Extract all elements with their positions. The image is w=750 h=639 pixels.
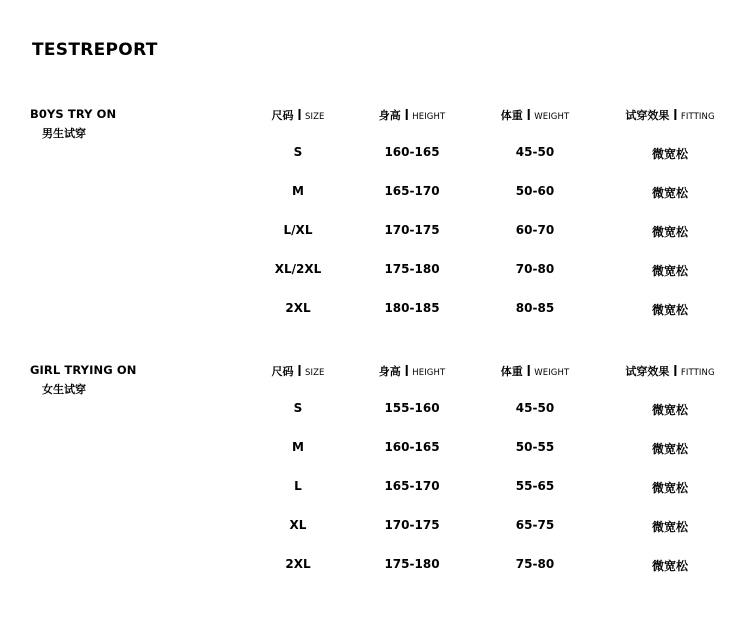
cell-size: M: [292, 440, 304, 454]
section-label-cn: 男生试穿: [42, 127, 86, 140]
cell-fitting: 微宽松: [651, 186, 689, 200]
header-weight-cn: 体重: [500, 109, 523, 122]
section-label: [30, 363, 190, 397]
section-label-cn: 女生试穿: [42, 383, 86, 396]
cell-weight: 60-70: [515, 223, 555, 237]
cell-height: 160-165: [384, 440, 440, 454]
cell-size: S: [293, 401, 303, 415]
header-size-cn: 尺码: [271, 109, 294, 122]
header-size-en: SIZE: [305, 112, 325, 122]
cell-weight: 55-65: [515, 479, 555, 493]
header-divider: [299, 109, 301, 120]
cell-weight: 80-85: [515, 301, 555, 315]
cell-size: M: [292, 184, 304, 198]
cell-weight: 45-50: [515, 401, 555, 415]
header-size-en: SIZE: [305, 368, 325, 378]
cell-size: L/XL: [283, 223, 313, 237]
cell-weight: 75-80: [515, 557, 555, 571]
header-size-cn: 尺码: [271, 365, 294, 378]
header-divider: [674, 109, 676, 120]
cell-size: S: [293, 145, 303, 159]
cell-fitting: 微宽松: [651, 225, 689, 239]
cell-fitting: 微宽松: [651, 559, 689, 573]
header-size: [272, 107, 325, 123]
header-divider: [406, 109, 408, 120]
header-fitting: [625, 363, 714, 379]
header-size: [272, 363, 325, 379]
header-weight-cn: 体重: [500, 365, 523, 378]
header-fitting-en: FITTING: [680, 112, 715, 122]
header-weight: [501, 363, 570, 379]
cell-height: 175-180: [384, 557, 440, 571]
header-divider: [674, 365, 676, 376]
header-fitting-cn: 试穿效果: [625, 365, 670, 378]
cell-height: 165-170: [384, 184, 440, 198]
cell-fitting: 微宽松: [651, 303, 689, 317]
header-divider: [299, 365, 301, 376]
cell-fitting: 微宽松: [651, 481, 689, 495]
cell-height: 160-165: [384, 145, 440, 159]
header-height-cn: 身高: [378, 365, 401, 378]
header-height: [379, 107, 446, 123]
cell-height: 170-175: [384, 518, 440, 532]
header-weight-en: WEIGHT: [534, 368, 570, 378]
header-height-cn: 身高: [378, 109, 401, 122]
cell-fitting: 微宽松: [651, 147, 689, 161]
header-weight-en: WEIGHT: [534, 112, 570, 122]
section-label-en: B0YS TRY ON: [30, 107, 117, 121]
header-divider: [528, 109, 530, 120]
cell-fitting: 微宽松: [651, 442, 689, 456]
cell-weight: 65-75: [515, 518, 555, 532]
cell-size: XL/2XL: [274, 262, 322, 276]
page-title: TESTREPORT: [32, 40, 158, 60]
section-label: [30, 107, 190, 141]
header-height: [379, 363, 446, 379]
cell-height: 175-180: [384, 262, 440, 276]
header-fitting-en: FITTING: [680, 368, 715, 378]
cell-height: 180-185: [384, 301, 440, 315]
section-label-en: GIRL TRYING ON: [30, 363, 137, 377]
cell-fitting: 微宽松: [651, 520, 689, 534]
cell-size: L: [294, 479, 302, 493]
cell-size: XL: [289, 518, 307, 532]
header-fitting-cn: 试穿效果: [625, 109, 670, 122]
cell-weight: 50-60: [515, 184, 555, 198]
cell-weight: 50-55: [515, 440, 555, 454]
cell-size: 2XL: [285, 301, 311, 315]
cell-fitting: 微宽松: [651, 264, 689, 278]
header-fitting: [625, 107, 714, 123]
header-divider: [406, 365, 408, 376]
cell-size: 2XL: [285, 557, 311, 571]
header-height-en: HEIGHT: [412, 112, 446, 122]
cell-height: 170-175: [384, 223, 440, 237]
header-height-en: HEIGHT: [412, 368, 446, 378]
header-divider: [528, 365, 530, 376]
cell-weight: 70-80: [515, 262, 555, 276]
cell-fitting: 微宽松: [651, 403, 689, 417]
cell-weight: 45-50: [515, 145, 555, 159]
cell-height: 155-160: [384, 401, 440, 415]
header-weight: [501, 107, 570, 123]
cell-height: 165-170: [384, 479, 440, 493]
